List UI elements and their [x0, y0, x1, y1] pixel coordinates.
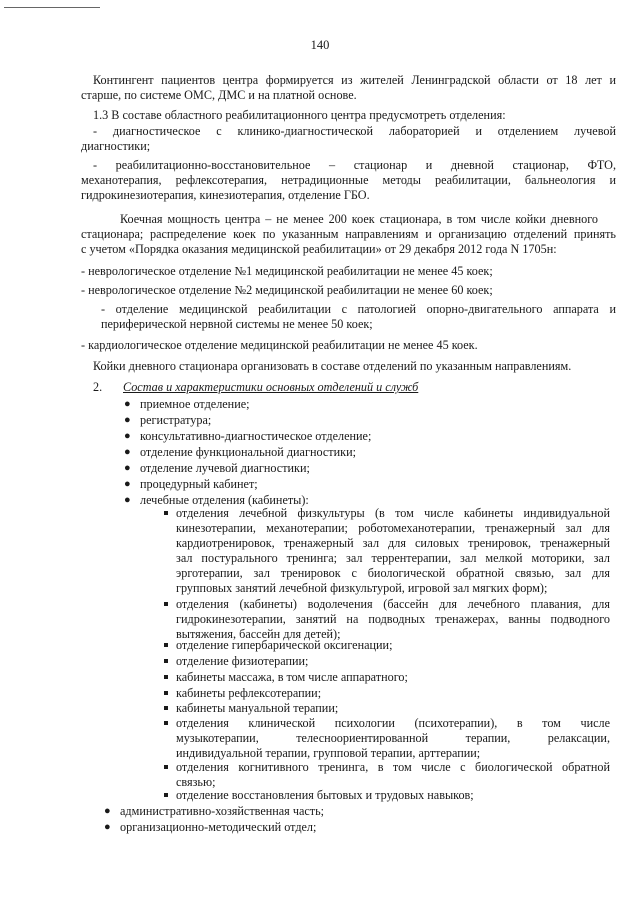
beds-neuro1: - неврологическое отделение №1 медицинской реабилитации не менее 45 коек; — [81, 264, 493, 278]
section-2-number: 2. — [93, 380, 103, 394]
list-item: административно-хозяйственная часть; — [120, 804, 325, 818]
list-item: организационно-методический отдел; — [120, 820, 317, 834]
rehab-line-1: - реабилитационно-восстановительное – стационар и дневной стационар, ФТО, — [93, 158, 616, 172]
sub-water-line-1: отделения (кабинеты) водолечения (бассейн для лечебного плавания, для — [176, 597, 610, 611]
square-bullet-icon — [164, 675, 168, 679]
sub-lfk-line-6: групповых занятий лечебной физкультурой, игровой зал мягких форм); — [176, 581, 548, 595]
square-bullet-icon — [164, 721, 168, 725]
sub-massage: кабинеты массажа, в том числе аппаратного; — [176, 670, 408, 684]
sub-lfk-line-3: кардиотренировок, тренажерный зал для силовых тренировок, тренажерный — [176, 536, 610, 550]
capacity-line-1: Коечная мощность центра – не менее 200 коек стационара, в том числе койки дневного — [120, 212, 598, 226]
sub-lfk-line-1: отделения лечебной физкультуры (в том числе кабинеты индивидуальной — [176, 506, 610, 520]
bullet-icon: ● — [104, 821, 111, 833]
square-bullet-icon — [164, 706, 168, 710]
square-bullet-icon — [164, 793, 168, 797]
section-1-3-lead: 1.3 В составе областного реабилитационного центра предусмотреть отделения: — [93, 108, 506, 122]
sub-cognitive-line-1: отделения когнитивного тренинга, в том числе с биологической обратной — [176, 760, 610, 774]
bullet-icon: ● — [124, 430, 131, 442]
sub-reflex: кабинеты рефлексотерапии; — [176, 686, 322, 700]
sub-lfk-line-5: эрготерапии, зал тренировок с биологической обратной связью, зал для — [176, 566, 610, 580]
square-bullet-icon — [164, 659, 168, 663]
diag-line-1: - диагностическое с клинико-диагностической лабораторией и отделением лучевой — [93, 124, 616, 138]
list-item: лечебные отделения (кабинеты): — [140, 493, 309, 507]
square-bullet-icon — [164, 691, 168, 695]
list-item: отделение лучевой диагностики; — [140, 461, 310, 475]
sub-water-line-3: вытяжения, бассейн для детей); — [176, 627, 341, 641]
header-rule — [4, 7, 100, 8]
sub-physio: отделение физиотерапии; — [176, 654, 309, 668]
sub-hbo: отделение гипербарической оксигенации; — [176, 638, 393, 652]
sub-psych-line-1: отделения клинической психологии (психотерапии), в том числе — [176, 716, 610, 730]
day-beds: Койки дневного стационара организовать в составе отделений по указанным направлениям. — [93, 359, 572, 373]
capacity-line-3: с учетом «Порядка оказания медицинской реабилитации» от 29 декабря 2012 года N 1705н: — [81, 242, 557, 256]
section-2-title: Состав и характеристики основных отделений и служб — [123, 380, 419, 394]
sub-cognitive-line-2: связью; — [176, 775, 216, 789]
sub-manual: кабинеты мануальной терапии; — [176, 701, 339, 715]
sub-lfk-line-2: кинезотерапии, механотерапии; роботомеханотерапии, тренажерный зал для — [176, 521, 610, 535]
list-item: процедурный кабинет; — [140, 477, 258, 491]
bullet-icon: ● — [124, 398, 131, 410]
beds-ortho-line-2: периферической нервной системы не менее 50 коек; — [101, 317, 373, 331]
capacity-line-2: стационара; распределение коек по указанным направлениям и организацию отделений принять — [81, 227, 616, 241]
bullet-icon: ● — [124, 414, 131, 426]
sub-water-line-2: гидрокинезотерапии, занятий на подводных тренажерах, ванны подводного — [176, 612, 610, 626]
list-item: регистратура; — [140, 413, 212, 427]
beds-ortho-line-1: - отделение медицинской реабилитации с патологией опорно-двигательного аппарата и — [101, 302, 616, 316]
square-bullet-icon — [164, 765, 168, 769]
beds-cardio: - кардиологическое отделение медицинской реабилитации не менее 45 коек. — [81, 338, 478, 352]
list-item: консультативно-диагностическое отделение; — [140, 429, 372, 443]
square-bullet-icon — [164, 511, 168, 515]
sub-lfk-line-4: зал постурального тренинга; зал террентерапии, зал мелкой моторики, зал — [176, 551, 610, 565]
bullet-icon: ● — [124, 462, 131, 474]
bullet-icon: ● — [124, 494, 131, 506]
page-number: 140 — [310, 38, 330, 52]
sub-psych-line-3: индивидуальной терапии, групповой терапии, арттерапии; — [176, 746, 481, 760]
bullet-icon: ● — [104, 805, 111, 817]
list-item: отделение функциональной диагностики; — [140, 445, 356, 459]
rehab-line-3: гидрокинезиотерапия, кинезиотерапия, отделение ГБО. — [81, 188, 370, 202]
rehab-line-2: механотерапия, рефлексотерапия, нетрадиционные методы реабилитации, бальнеология и — [81, 173, 616, 187]
square-bullet-icon — [164, 602, 168, 606]
bullet-icon: ● — [124, 446, 131, 458]
intro-line-1: Контингент пациентов центра формируется из жителей Ленинградской области от 18 лет и — [93, 73, 616, 87]
square-bullet-icon — [164, 643, 168, 647]
beds-neuro2: - неврологическое отделение №2 медицинской реабилитации не менее 60 коек; — [81, 283, 493, 297]
sub-household: отделение восстановления бытовых и трудовых навыков; — [176, 788, 474, 802]
bullet-icon: ● — [124, 478, 131, 490]
sub-psych-line-2: музыкотерапии, телесноориентированной терапии, релаксации, — [176, 731, 610, 745]
intro-line-2: старше, по системе ОМС, ДМС и на платной основе. — [81, 88, 357, 102]
list-item: приемное отделение; — [140, 397, 250, 411]
diag-line-2: диагностики; — [81, 139, 151, 153]
